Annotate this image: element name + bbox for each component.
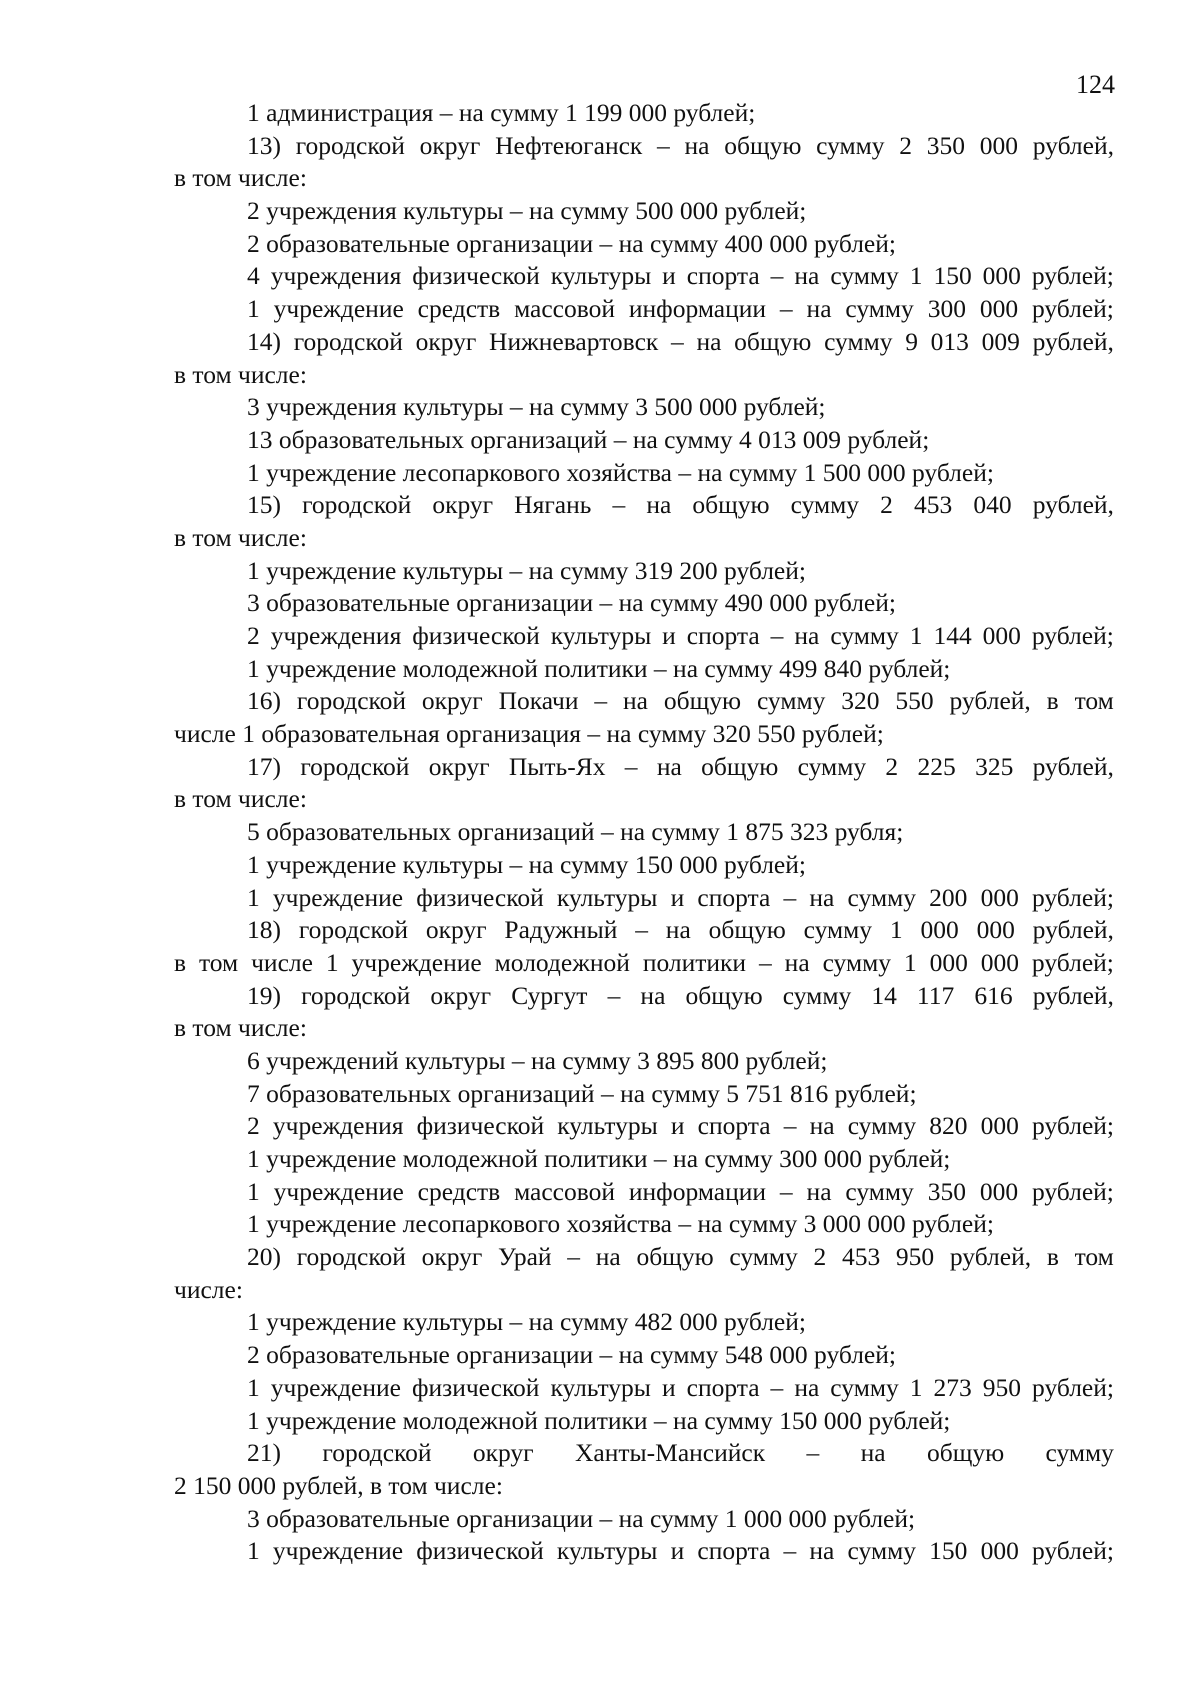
page-number: 124 bbox=[1076, 70, 1115, 99]
text-line bbox=[174, 620, 1114, 653]
text-line: в том числе: bbox=[174, 163, 307, 193]
word: 000 bbox=[979, 294, 1019, 324]
text-line bbox=[174, 489, 1114, 522]
word: сумму bbox=[816, 130, 885, 160]
word: рублей; bbox=[1031, 1176, 1114, 1206]
word: сумму bbox=[847, 882, 916, 912]
word: физической bbox=[416, 1536, 544, 1566]
word: 16) bbox=[247, 686, 281, 716]
word: 19) bbox=[247, 980, 281, 1010]
word: на bbox=[794, 1372, 820, 1402]
word: и bbox=[670, 1536, 685, 1566]
word: сумму bbox=[1045, 1438, 1114, 1468]
text-line: 1 учреждение культуры – на сумму 319 200 рублей; bbox=[247, 555, 806, 585]
word: – bbox=[783, 1111, 797, 1141]
word: рублей; bbox=[1031, 947, 1114, 977]
text-line: 1 учреждение лесопаркового хозяйства – на сумму 1 500 000 рублей; bbox=[247, 457, 994, 487]
text-line: 7 образовательных организаций – на сумму 5 751 816 рублей; bbox=[247, 1078, 917, 1108]
text-line bbox=[174, 980, 1114, 1013]
word: числе bbox=[251, 947, 313, 977]
text-line: в том числе: bbox=[174, 784, 307, 814]
word: на bbox=[784, 947, 810, 977]
word: учреждения bbox=[270, 621, 402, 650]
text-line: 1 учреждение молодежной политики – на сумму 300 000 рублей; bbox=[247, 1144, 951, 1173]
word: на bbox=[860, 1438, 886, 1468]
word: и bbox=[670, 882, 685, 912]
word: – bbox=[806, 1438, 820, 1468]
word: на bbox=[623, 686, 648, 716]
word: – bbox=[759, 947, 772, 977]
word: рублей; bbox=[1031, 1536, 1114, 1566]
word: сумму bbox=[756, 686, 826, 716]
word: учреждение bbox=[272, 1536, 404, 1566]
word: учреждение bbox=[351, 947, 482, 977]
word: 1 bbox=[909, 1372, 923, 1402]
word: сумму bbox=[803, 915, 873, 945]
word: учреждение bbox=[272, 882, 404, 912]
word: Покачи bbox=[498, 686, 579, 716]
word: округ bbox=[428, 751, 490, 781]
text-line: в том числе: bbox=[174, 359, 307, 389]
text-line: 6 учреждений культуры – на сумму 3 895 800 рублей; bbox=[247, 1045, 828, 1075]
word: на bbox=[809, 882, 835, 912]
word: 009 bbox=[981, 326, 1020, 356]
word: – bbox=[671, 326, 684, 356]
word: физической bbox=[412, 261, 540, 291]
text-line: 1 учреждение молодежной политики – на сумму 150 000 рублей; bbox=[247, 1405, 951, 1435]
word: округ bbox=[425, 915, 487, 945]
word: 2 bbox=[247, 1111, 260, 1141]
word: Нефтеюганск bbox=[495, 130, 643, 160]
word: 1 bbox=[909, 621, 923, 650]
text-line: 1 учреждение лесопаркового хозяйства – на сумму 3 000 000 рублей; bbox=[247, 1209, 994, 1239]
word: в bbox=[1046, 1242, 1059, 1272]
word: 550 bbox=[895, 686, 934, 716]
word: рублей, bbox=[1032, 130, 1114, 160]
word: – bbox=[657, 130, 670, 160]
word: сумму bbox=[797, 751, 867, 781]
word: на bbox=[595, 1242, 621, 1272]
word: информации bbox=[628, 1176, 767, 1206]
word: общую bbox=[701, 751, 779, 781]
word: городской bbox=[298, 915, 408, 945]
word: 000 bbox=[979, 1176, 1019, 1206]
text-line bbox=[174, 326, 1114, 359]
word: – bbox=[783, 882, 797, 912]
word: культуры bbox=[550, 261, 652, 291]
word: округ bbox=[432, 490, 494, 520]
word: общую bbox=[663, 686, 742, 716]
text-line: 2 образовательные организации – на сумму 548 000 рублей; bbox=[247, 1340, 896, 1370]
word: 1 bbox=[889, 915, 903, 945]
word: рублей, bbox=[949, 686, 1031, 716]
word: 325 bbox=[975, 751, 1014, 781]
word: округ bbox=[415, 326, 477, 356]
word: округ bbox=[472, 1438, 534, 1468]
word: 21) bbox=[247, 1438, 281, 1468]
word: на bbox=[665, 915, 691, 945]
text-line bbox=[174, 1241, 1114, 1274]
word: 18) bbox=[247, 915, 281, 945]
text-line bbox=[174, 1176, 1114, 1209]
word: округ bbox=[421, 1242, 483, 1272]
word: – bbox=[779, 294, 793, 324]
word: 273 bbox=[933, 1372, 972, 1402]
word: округ bbox=[419, 130, 481, 160]
word: 1 bbox=[247, 1176, 260, 1206]
text-line bbox=[174, 260, 1114, 293]
word: спорта bbox=[686, 261, 760, 291]
word: сумму bbox=[782, 980, 852, 1010]
text-line: в том числе: bbox=[174, 1013, 307, 1043]
word: средств bbox=[417, 294, 501, 324]
word: городской bbox=[296, 686, 407, 716]
word: том bbox=[1074, 686, 1114, 716]
word: 453 bbox=[841, 1242, 881, 1272]
word: Урай bbox=[498, 1242, 552, 1272]
word: городской bbox=[322, 1438, 432, 1468]
text-line: 3 образовательные организации – на сумму 490 000 рублей; bbox=[247, 588, 896, 618]
word: – bbox=[770, 621, 784, 650]
word: – bbox=[607, 980, 621, 1010]
word: сумму bbox=[847, 1536, 916, 1566]
word: учреждения bbox=[272, 1111, 404, 1141]
text-line bbox=[174, 293, 1114, 326]
text-line: в том числе: bbox=[174, 522, 307, 552]
word: 350 bbox=[927, 1176, 966, 1206]
word: рублей; bbox=[1031, 294, 1114, 324]
text-line bbox=[174, 1110, 1114, 1143]
word: молодежной bbox=[494, 947, 630, 977]
word: 20) bbox=[247, 1242, 281, 1272]
word: городской bbox=[293, 326, 403, 356]
word: спорта bbox=[697, 1111, 771, 1141]
word: спорта bbox=[697, 1536, 771, 1566]
word: сумму bbox=[830, 621, 899, 650]
text-line: 2 150 000 рублей, в том числе: bbox=[174, 1470, 503, 1500]
word: общую bbox=[708, 915, 786, 945]
word: рублей; bbox=[1032, 1372, 1114, 1402]
text-line bbox=[174, 751, 1114, 784]
text-line: 1 учреждение молодежной политики – на сумму 499 840 рублей; bbox=[247, 653, 951, 683]
word: культуры bbox=[550, 1372, 651, 1402]
text-line bbox=[174, 947, 1114, 980]
word: и bbox=[661, 1372, 676, 1402]
word: городской bbox=[296, 1242, 406, 1272]
word: 000 bbox=[982, 621, 1021, 650]
text-line bbox=[174, 130, 1114, 163]
word: рублей; bbox=[1032, 1111, 1114, 1141]
word: на bbox=[640, 980, 666, 1010]
text-line bbox=[174, 1372, 1114, 1405]
word: на bbox=[809, 1536, 835, 1566]
word: 1 bbox=[247, 1372, 260, 1402]
text-line bbox=[174, 882, 1114, 915]
word: городской bbox=[302, 490, 412, 520]
word: спорта bbox=[686, 1372, 760, 1402]
word: 013 bbox=[930, 326, 969, 356]
word: сумму bbox=[845, 294, 914, 324]
word: 15) bbox=[247, 490, 281, 520]
word: 616 bbox=[974, 980, 1013, 1010]
word: 150 bbox=[929, 1536, 968, 1566]
word: рублей, bbox=[1032, 326, 1114, 356]
word: учреждение bbox=[273, 1176, 404, 1206]
word: спорта bbox=[697, 882, 771, 912]
word: 1 bbox=[247, 294, 260, 324]
word: на bbox=[684, 130, 710, 160]
word: на bbox=[794, 261, 820, 291]
word: 950 bbox=[895, 1242, 935, 1272]
word: 000 bbox=[980, 947, 1019, 977]
word: 2 bbox=[880, 490, 893, 520]
word: 17) bbox=[247, 751, 281, 781]
word: рублей, bbox=[1032, 915, 1114, 945]
word: на bbox=[809, 1111, 835, 1141]
word: – bbox=[770, 1372, 784, 1402]
text-line bbox=[174, 1437, 1114, 1470]
word: культуры bbox=[550, 621, 652, 650]
word: 2 bbox=[899, 130, 913, 160]
word: – bbox=[612, 490, 626, 520]
word: общую bbox=[734, 326, 812, 356]
word: 453 bbox=[914, 490, 953, 520]
word: в bbox=[174, 947, 187, 977]
word: рублей, bbox=[1032, 751, 1114, 781]
word: учреждение bbox=[270, 1372, 401, 1402]
word: 000 bbox=[929, 947, 968, 977]
word: 000 bbox=[980, 1536, 1019, 1566]
word: сумму bbox=[824, 326, 893, 356]
word: Сургут bbox=[511, 980, 588, 1010]
text-line bbox=[174, 914, 1114, 947]
word: учреждения bbox=[270, 261, 402, 291]
word: 040 bbox=[973, 490, 1012, 520]
word: массовой bbox=[514, 294, 616, 324]
text-line: числе 1 образовательная организация – на сумму 320 550 рублей; bbox=[174, 719, 884, 749]
text-line: 3 учреждения культуры – на сумму 3 500 000 рублей; bbox=[247, 392, 826, 422]
word: городской bbox=[300, 751, 410, 781]
word: 200 bbox=[929, 882, 968, 912]
word: средств bbox=[417, 1176, 501, 1206]
word: 150 bbox=[933, 261, 972, 291]
word: городской bbox=[295, 130, 405, 160]
word: – bbox=[567, 1242, 581, 1272]
word: 225 bbox=[917, 751, 956, 781]
word: физической bbox=[412, 621, 540, 650]
word: сумму bbox=[830, 261, 899, 291]
word: на bbox=[696, 326, 722, 356]
word: рублей, bbox=[1032, 980, 1114, 1010]
word: на bbox=[646, 490, 672, 520]
text-line: 3 образовательные организации – на сумму 1 000 000 рублей; bbox=[247, 1503, 916, 1533]
word: – bbox=[770, 261, 784, 291]
word: общую bbox=[692, 490, 770, 520]
text-line: 2 учреждения культуры – на сумму 500 000 рублей; bbox=[247, 196, 807, 226]
text-line: числе: bbox=[174, 1274, 243, 1304]
word: на bbox=[656, 751, 682, 781]
word: общую bbox=[685, 980, 763, 1010]
word: 000 bbox=[920, 915, 959, 945]
word: массовой bbox=[514, 1176, 616, 1206]
word: информации bbox=[628, 294, 767, 324]
word: 13) bbox=[247, 130, 281, 160]
word: 1 bbox=[909, 261, 923, 291]
word: сумму bbox=[790, 490, 860, 520]
word: Ханты-Мансийск bbox=[575, 1438, 766, 1468]
word: Нижневартовск bbox=[489, 326, 659, 356]
word: и bbox=[662, 621, 676, 650]
word: общую bbox=[724, 130, 802, 160]
word: том bbox=[198, 947, 239, 977]
text-line: 1 учреждение культуры – на сумму 150 000 рублей; bbox=[247, 849, 806, 879]
word: рублей; bbox=[1031, 261, 1114, 291]
word: 000 bbox=[976, 915, 1015, 945]
word: 117 bbox=[916, 980, 955, 1010]
text-line: 13 образовательных организаций – на сумму 4 013 009 рублей; bbox=[247, 424, 930, 454]
word: 1 bbox=[325, 947, 339, 977]
word: рублей; bbox=[1031, 882, 1114, 912]
text-line bbox=[174, 685, 1114, 718]
word: культуры bbox=[556, 1536, 658, 1566]
word: – bbox=[594, 686, 608, 716]
word: Радужный bbox=[504, 915, 618, 945]
word: на bbox=[806, 1176, 832, 1206]
word: 300 bbox=[927, 294, 966, 324]
word: 1 bbox=[247, 1536, 260, 1566]
word: сумму bbox=[729, 1242, 798, 1272]
word: рублей; bbox=[1031, 621, 1114, 650]
word: общую bbox=[926, 1438, 1005, 1468]
word: сумму bbox=[847, 1111, 917, 1141]
word: 350 bbox=[926, 130, 966, 160]
word: сумму bbox=[822, 947, 891, 977]
word: 820 bbox=[929, 1111, 968, 1141]
word: 14) bbox=[247, 326, 281, 356]
word: 000 bbox=[979, 130, 1019, 160]
word: учреждение bbox=[273, 294, 404, 324]
word: 4 bbox=[247, 261, 260, 291]
document-body bbox=[174, 97, 1114, 1568]
word: том bbox=[1074, 1242, 1114, 1272]
word: городской bbox=[301, 980, 411, 1010]
word: 1 bbox=[247, 882, 260, 912]
word: рублей, bbox=[1032, 490, 1114, 520]
word: на bbox=[794, 621, 820, 650]
word: политики bbox=[642, 947, 747, 977]
word: округ bbox=[430, 980, 492, 1010]
word: на bbox=[806, 294, 832, 324]
word: и bbox=[662, 261, 676, 291]
text-line: 1 учреждение культуры – на сумму 482 000 рублей; bbox=[247, 1307, 806, 1337]
word: 2 bbox=[247, 621, 260, 650]
word: 2 bbox=[885, 751, 899, 781]
word: 2 bbox=[813, 1242, 827, 1272]
word: 144 bbox=[933, 621, 972, 650]
word: 9 bbox=[905, 326, 918, 356]
word: и bbox=[670, 1111, 685, 1141]
word: спорта bbox=[686, 621, 760, 650]
word: физической bbox=[411, 1372, 540, 1402]
word: культуры bbox=[557, 1111, 658, 1141]
word: 000 bbox=[980, 882, 1019, 912]
word: округ bbox=[421, 686, 483, 716]
word: 000 bbox=[980, 1111, 1019, 1141]
word: 000 bbox=[982, 261, 1021, 291]
word: культуры bbox=[556, 882, 658, 912]
word: рублей, bbox=[949, 1242, 1032, 1272]
word: – bbox=[783, 1536, 797, 1566]
word: сумму bbox=[845, 1176, 914, 1206]
text-line: 2 образовательные организации – на сумму 400 000 рублей; bbox=[247, 228, 896, 258]
word: – bbox=[635, 915, 648, 945]
word: в bbox=[1046, 686, 1059, 716]
word: сумму bbox=[830, 1372, 899, 1402]
word: Нягань bbox=[514, 490, 592, 520]
word: 14 bbox=[871, 980, 897, 1010]
word: – bbox=[779, 1176, 793, 1206]
word: 1 bbox=[903, 947, 917, 977]
word: физической bbox=[416, 882, 544, 912]
word: общую bbox=[636, 1242, 714, 1272]
word: – bbox=[624, 751, 638, 781]
text-line bbox=[174, 1535, 1114, 1568]
text-line: 5 образовательных организаций – на сумму 1 875 323 рубля; bbox=[247, 817, 904, 847]
text-line: 1 администрация – на сумму 1 199 000 рублей; bbox=[247, 98, 756, 127]
word: 950 bbox=[982, 1372, 1022, 1402]
word: 320 bbox=[841, 686, 880, 716]
word: Пыть-Ях bbox=[508, 751, 606, 781]
word: физической bbox=[416, 1111, 545, 1141]
